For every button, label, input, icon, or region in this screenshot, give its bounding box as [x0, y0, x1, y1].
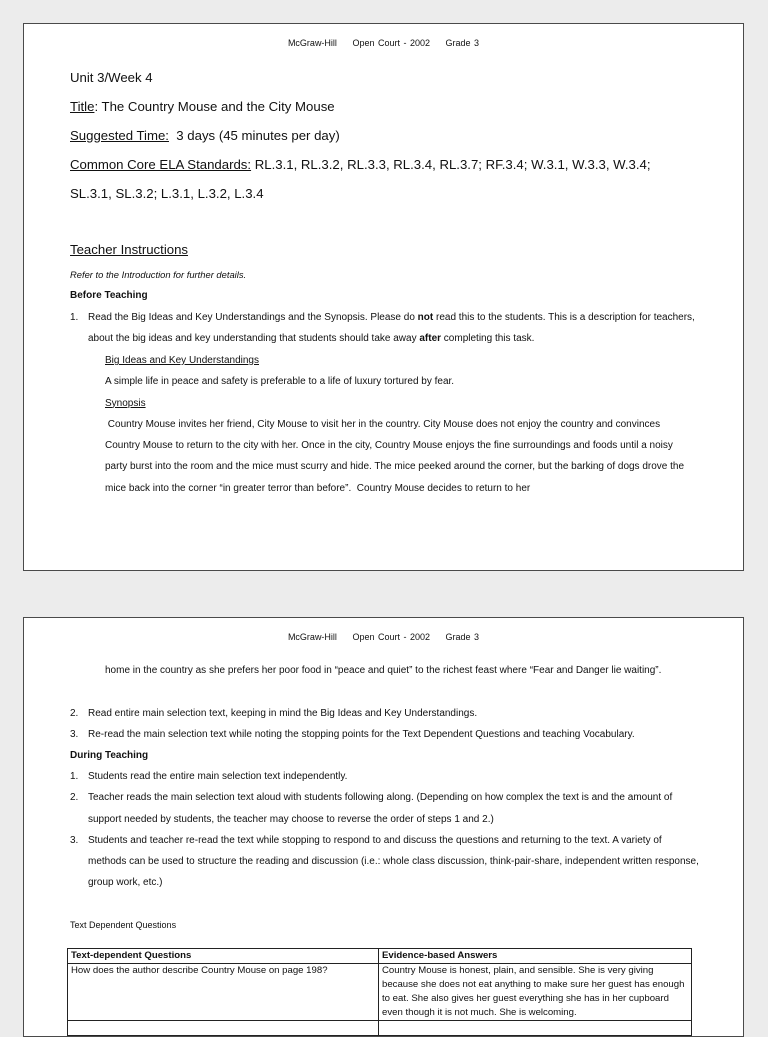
step-number: 3.	[70, 729, 79, 741]
title-value: : The Country Mouse and the City Mouse	[94, 99, 335, 114]
list-item	[70, 787, 701, 830]
before-teaching-heading: Before Teaching	[70, 290, 148, 301]
list-item	[70, 830, 701, 894]
standards-line-2: SL.3.1, SL.3.2; L.3.1, L.3.2, L.3.4	[70, 186, 264, 201]
refer-note: Refer to the Introduction for further details.	[70, 269, 247, 280]
header-grade: Grade 3	[445, 38, 480, 48]
suggested-time-value: 3 days (45 minutes per day)	[168, 128, 340, 143]
big-ideas-heading: Big Ideas and Key Understandings	[105, 355, 259, 366]
step-emphasis-not: not	[417, 312, 434, 323]
header-publisher: McGraw-Hill	[287, 38, 337, 48]
step-text: Teacher reads the main selection text aloud with students following along. (Depending on how complex the text is and the amount of support needed by students, the teacher may choose to reverse the order of steps 1 and 2.)	[88, 792, 673, 825]
list-item	[70, 703, 703, 724]
step-text: Read entire main selection text, keeping in mind the Big Ideas and Key Understandings.	[88, 708, 478, 719]
step-number: 1.	[70, 771, 79, 782]
unit-week: Unit 3/Week 4	[70, 70, 153, 85]
teacher-instructions-heading: Teacher Instructions	[70, 242, 189, 257]
document-page-1	[23, 23, 744, 571]
during-teaching-list	[70, 766, 701, 894]
synopsis-text: Country Mouse invites her friend, City Mouse to visit her in the country. City Mouse does not enjoy the country and convinces Country Mouse to return to the city with her. Once in the city, Country Mouse enjoys the fine surroundings and foods until a noisy party burst into the room and the mice must scurry and hide. The mice peeked around the corner, but the barking of dogs drove the mice back into the corner “in greater terror than before”. Country Mouse decides to return to her	[105, 418, 687, 494]
tdq-caption: Text Dependent Questions	[70, 920, 177, 930]
big-ideas-text: A simple life in peace and safety is preferable to a life of luxury tortured by fear.	[105, 376, 455, 388]
list-item	[70, 307, 703, 350]
during-teaching-heading: During Teaching	[70, 750, 149, 761]
big-ideas-section	[70, 350, 703, 499]
step-number: 3.	[70, 834, 79, 846]
suggested-time-line	[70, 128, 703, 143]
title-label: Title	[70, 99, 95, 114]
step-text: Students and teacher re-read the text while stopping to respond to and discuss the questions and returning to the text. A variety of methods can be used to structure the reading and discussion (i.e.: whole class discussion, think-pair-share, independent written response, group work, etc.)	[88, 834, 699, 889]
step-text: Read the Big Ideas and Key Understandings and the Synopsis. Please do	[88, 312, 418, 323]
header-program: Open Court - 2002	[352, 38, 430, 48]
header-publisher: McGraw-Hill	[287, 632, 337, 642]
step-emphasis-after: after	[419, 333, 442, 345]
suggested-time-label: Suggested Time:	[70, 128, 169, 143]
page-header	[24, 632, 743, 642]
standards-label: Common Core ELA Standards:	[70, 157, 252, 172]
header-grade: Grade 3	[445, 632, 480, 642]
before-teaching-list-cont	[70, 703, 703, 746]
step-number: 1.	[70, 312, 79, 323]
answer-cell-empty	[379, 1021, 692, 1036]
synopsis-continued	[70, 660, 703, 681]
question-cell-empty	[68, 1021, 379, 1036]
list-item	[70, 766, 701, 787]
question-cell: How does the author describe Country Mouse on page 198?	[68, 964, 379, 1021]
standards-line	[70, 157, 733, 172]
text-dependent-questions-table	[67, 948, 692, 1036]
column-header-questions: Text-dependent Questions	[68, 949, 379, 964]
synopsis-heading: Synopsis	[105, 397, 146, 409]
before-teaching-list	[70, 307, 703, 350]
header-program: Open Court - 2002	[352, 632, 430, 642]
step-text-cont: read this to the students. This is a description for teachers, about the big ideas and key understanding that students should take away	[88, 312, 695, 345]
answer-cell: Country Mouse is honest, plain, and sensible. She is very giving because she does not eat anything to make sure her guest has enough to eat. She also gives her guest everything she has in her cupboard even though it is not much. She is welcoming.	[379, 964, 692, 1021]
standards-value: RL.3.1, RL.3.2, RL.3.3, RL.3.4, RL.3.7; RF.3.4; W.3.1, W.3.3, W.3.4;	[251, 157, 651, 172]
synopsis-text-continued: home in the country as she prefers her poor food in “peace and quiet” to the richest feast where “Fear and Danger lie waiting”.	[105, 665, 662, 676]
step-text: Re-read the main selection text while noting the stopping points for the Text Dependent Questions and teaching Vocabulary.	[88, 729, 635, 741]
page-header	[24, 38, 743, 48]
step-text-end: completing this task.	[441, 333, 535, 345]
column-header-answers: Evidence-based Answers	[379, 949, 692, 964]
document-page-2	[23, 617, 744, 1037]
step-text: Students read the entire main selection text independently.	[88, 771, 348, 782]
table-header-row	[68, 949, 692, 964]
table-row	[68, 964, 692, 1021]
title-line	[70, 99, 703, 114]
table-row	[68, 1021, 692, 1036]
step-number: 2.	[70, 708, 79, 719]
list-item	[70, 724, 703, 745]
step-number: 2.	[70, 792, 79, 804]
